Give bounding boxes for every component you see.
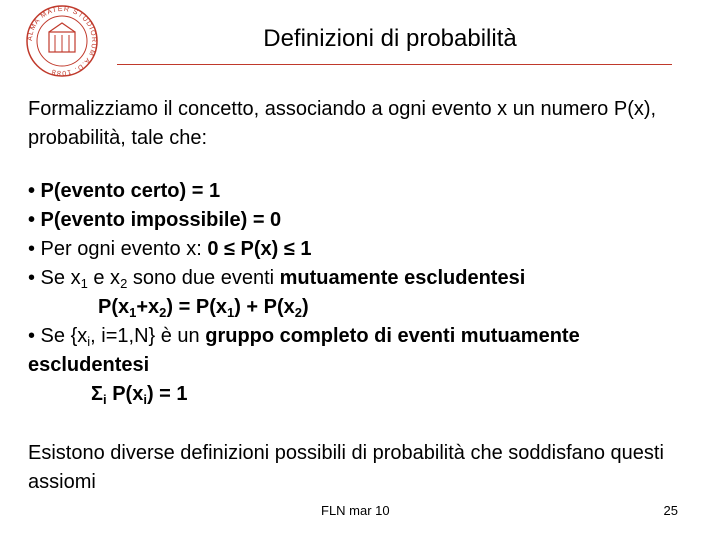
b4-text: • Se x	[28, 267, 81, 289]
f2-sub: i	[143, 392, 147, 407]
f2-sub: i	[103, 392, 107, 407]
intro-paragraph: Formalizziamo il concetto, associando a ogni evento x un numero P(x), probabilità, tale che:	[28, 98, 657, 149]
b5-sub: i	[87, 334, 91, 349]
b4-sub: 1	[80, 276, 88, 291]
page-number: 25	[663, 503, 678, 518]
bullet-certain-event: • P(evento certo) = 1	[28, 180, 221, 202]
normalization-formula	[28, 380, 693, 409]
seal-icon	[22, 5, 102, 77]
b4-bold: mutuamente escludentesi	[279, 267, 526, 289]
f2-text: P(x	[106, 383, 144, 405]
f1-sub: 1	[129, 305, 137, 320]
bullet-range-text: • Per ogni evento x:	[28, 238, 208, 260]
university-seal-logo	[22, 5, 102, 77]
bullet-range	[28, 235, 693, 264]
f2-text: ) = 1	[146, 383, 188, 405]
bullet-mutually-exclusive	[28, 264, 693, 293]
sum-rule-formula	[28, 293, 693, 322]
b5-text: • Se {x	[28, 325, 88, 347]
f1-text: ) + P(x	[234, 296, 295, 318]
slide-title: Definizioni di probabilità	[263, 25, 517, 52]
f1-text: P(x	[98, 296, 130, 318]
b4-text: e x	[87, 267, 121, 289]
bullet-complete-group	[28, 322, 693, 351]
f1-text: ) = P(x	[166, 296, 227, 318]
b4-sub: 2	[120, 276, 128, 291]
f1-text: +x	[136, 296, 160, 318]
bullet-complete-group-cont: escludentesi	[28, 354, 150, 376]
axioms-list	[28, 177, 693, 409]
closing-paragraph: Esistono diverse definizioni possibili di probabilità che soddisfano questi assiomi	[28, 442, 664, 493]
f2-text: Σ	[91, 383, 104, 405]
f1-sub: 2	[294, 305, 303, 320]
b4-text: sono due eventi	[127, 267, 280, 289]
b5-text: , i=1,N} è un	[90, 325, 206, 347]
f1-text: )	[302, 296, 309, 318]
f1-sub: 1	[226, 305, 235, 320]
footer-label: FLN mar 10	[321, 503, 390, 518]
b5-bold: gruppo completo di eventi mutuamente	[205, 325, 580, 347]
bullet-impossible-event: • P(evento impossibile) = 0	[28, 209, 282, 231]
f1-sub: 2	[159, 305, 167, 320]
bullet-range-formula: 0 ≤ P(x) ≤ 1	[207, 238, 312, 260]
svg-text:ALMA MATER STUDIORUM A.D. 1088: ALMA MATER STUDIORUM A.D. 1088	[26, 5, 98, 77]
title-divider	[117, 64, 672, 65]
